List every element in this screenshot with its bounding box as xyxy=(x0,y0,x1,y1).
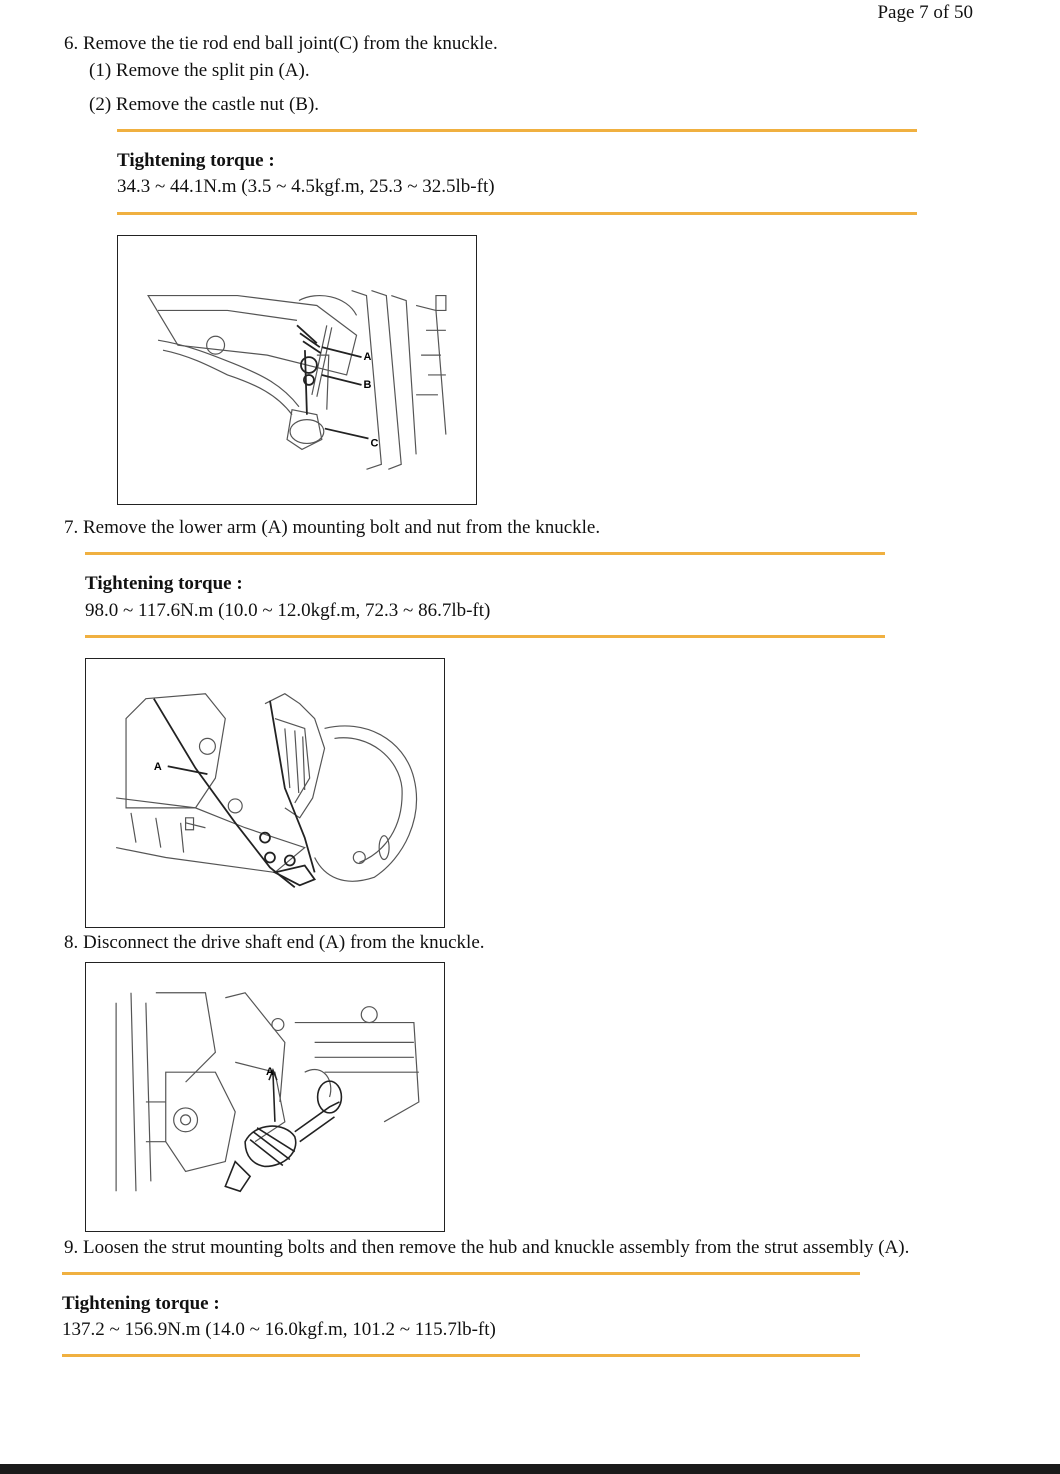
figure-label-a: A xyxy=(265,1066,274,1079)
step-6-substep-1 xyxy=(89,60,310,83)
step-9-number: 9. xyxy=(64,1237,79,1258)
lower-arm-illustration xyxy=(86,659,444,927)
drive-shaft-illustration xyxy=(86,963,444,1231)
substep-text: Remove the split pin (A). xyxy=(115,60,310,81)
torque-label: Tightening torque : xyxy=(85,573,243,594)
page-number: Page 7 of 50 xyxy=(877,2,973,23)
torque-label: Tightening torque : xyxy=(62,1293,220,1314)
figure-label-a: A xyxy=(153,761,162,774)
tie-rod-end-illustration xyxy=(118,236,476,504)
torque-rule-top xyxy=(117,129,917,132)
step-6-number: 6. xyxy=(64,33,79,54)
torque-rule-bottom xyxy=(62,1354,860,1357)
torque-value: 98.0 ~ 117.6N.m (10.0 ~ 12.0kgf.m, 72.3 ~ 86.7lb-ft) xyxy=(85,600,491,621)
torque-rule-bottom xyxy=(85,635,885,638)
step-6-text: Remove the tie rod end ball joint(C) from the knuckle. xyxy=(83,33,498,54)
figure-label-a: A xyxy=(363,351,372,364)
torque-label: Tightening torque : xyxy=(117,150,275,171)
step-8 xyxy=(64,932,485,955)
substep-number: (2) xyxy=(89,94,112,115)
step-7 xyxy=(64,517,600,540)
step-7-number: 7. xyxy=(64,517,79,538)
figure-label-c: C xyxy=(370,437,379,450)
tie-rod-end-figure xyxy=(117,235,477,505)
torque-value: 34.3 ~ 44.1N.m (3.5 ~ 4.5kgf.m, 25.3 ~ 32.5lb-ft) xyxy=(117,176,495,197)
step-6 xyxy=(64,33,498,56)
step-9 xyxy=(64,1237,909,1260)
substep-number: (1) xyxy=(89,60,112,81)
drive-shaft-figure xyxy=(85,962,445,1232)
torque-rule-top xyxy=(62,1272,860,1275)
figure-label-b: B xyxy=(363,378,372,391)
step-6-substep-2 xyxy=(89,94,319,117)
viewer-bottom-bar xyxy=(0,1464,1060,1474)
torque-value: 137.2 ~ 156.9N.m (14.0 ~ 16.0kgf.m, 101.2 ~ 115.7lb-ft) xyxy=(62,1319,496,1340)
step-9-text: Loosen the strut mounting bolts and then remove the hub and knuckle assembly from the strut assembly (A). xyxy=(83,1237,910,1258)
step-7-text: Remove the lower arm (A) mounting bolt and nut from the knuckle. xyxy=(83,517,601,538)
step-8-text: Disconnect the drive shaft end (A) from the knuckle. xyxy=(83,932,485,953)
substep-text: Remove the castle nut (B). xyxy=(115,94,320,115)
torque-rule-top xyxy=(85,552,885,555)
step-8-number: 8. xyxy=(64,932,79,953)
torque-rule-bottom xyxy=(117,212,917,215)
lower-arm-figure xyxy=(85,658,445,928)
